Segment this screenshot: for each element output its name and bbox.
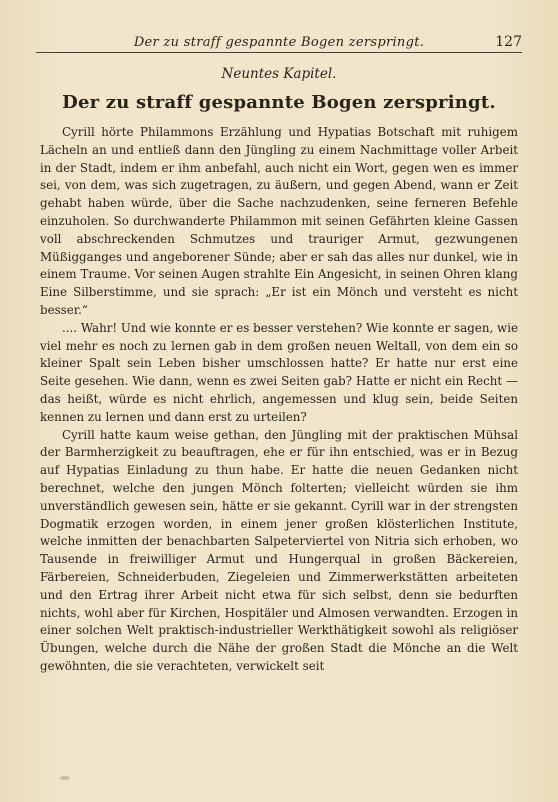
running-header [36, 28, 522, 50]
paper-stain [60, 776, 70, 780]
paragraph: Cyrill hatte kaum weise gethan, den Jüngling mit der praktischen Mühsal der Barmherzigkeit zu beauftragen, ehe er für ihn entschied, was er in Bezug auf Hypatias Einladung zu thun habe. Er hatte die neuen Gedanken nicht berechnet, welche den jungen Mönch folterten; vielleicht würden sie ihm unverständlich gewesen sein, hätte er sie gekannt. Cyrill war in der strengsten Dogmatik erzogen worden, in einem jener großen klösterlichen Institute, welche inmitten der benachbarten Salpeterviertel von Nitria sich erhoben, wo Tausende in freiwilliger Armut und Hungerqual in großen Bäckereien, Färbereien, Schneiderbuden, Ziegeleien und Zimmerwerkstätten arbeiteten und den Ertrag ihrer Arbeit nicht etwa für sich selbst, denn sie bedurften nichts, wohl aber für Kirchen, Hospitäler und Almosen verwandten. Erzogen in einer solchen Welt praktisch-industrieller Werkthätigkeit sowohl als religiöser Übungen, welche durch die Nähe der großen Stadt die Mönche an die Welt gewöhnten, die sie verachteten, verwickelt seit [40, 427, 518, 673]
page-number: 127 [495, 34, 522, 50]
chapter-title: Der zu straff gespannte Bogen zerspringt. [62, 92, 496, 113]
body-text [40, 124, 518, 676]
header-rule [36, 52, 522, 53]
paragraph: Cyrill hörte Philammons Erzählung und Hypatias Botschaft mit ruhigem Lächeln an und entließ dann den Jüngling zu einem Nachmittage voller Arbeit in der Stadt, indem er ihm anbefahl, auch nicht ein Wort, gegen wen es immer sei, von dem, was sich zugetragen, zu äußern, und gegen Abend, wann er Zeit gehabt haben würde, über die Sache nachzudenken, seine ferneren Befehle einzuholen. So durchwanderte Philammon mit seinen Gefährten kleine Gassen voll abschreckenden Schmutzes und trauriger Armut, gezwungenen Müßigganges und angeborener Sünde; aber er sah das alles nur dunkel, wie in einem Traume. Vor seinen Augen strahlte Ein Angesicht, in seinen Ohren klang Eine Silberstimme, und sie sprach: „Er ist ein Mönch und versteht es nicht besser.“ [40, 125, 518, 317]
chapter-label: Neuntes Kapitel. [221, 66, 337, 82]
running-title: Der zu straff gespannte Bogen zerspringt. [133, 35, 425, 50]
paragraph: .... Wahr! Und wie konnte er es besser verstehen? Wie konnte er sagen, wie viel mehr es noch zu lernen gab in dem großen neuen Weltall, von dem ein so kleiner Spalt sein Leben bisher umschlossen hatte? Er hatte nur erst eine Seite gesehen. Wie dann, wenn es zwei Seiten gab? Hatte er nicht ein Recht — das heißt, würde es nicht ehrlich, angemessen und klug sein, beide Seiten kennen zu lernen und dann erst zu urteilen? [40, 320, 518, 424]
